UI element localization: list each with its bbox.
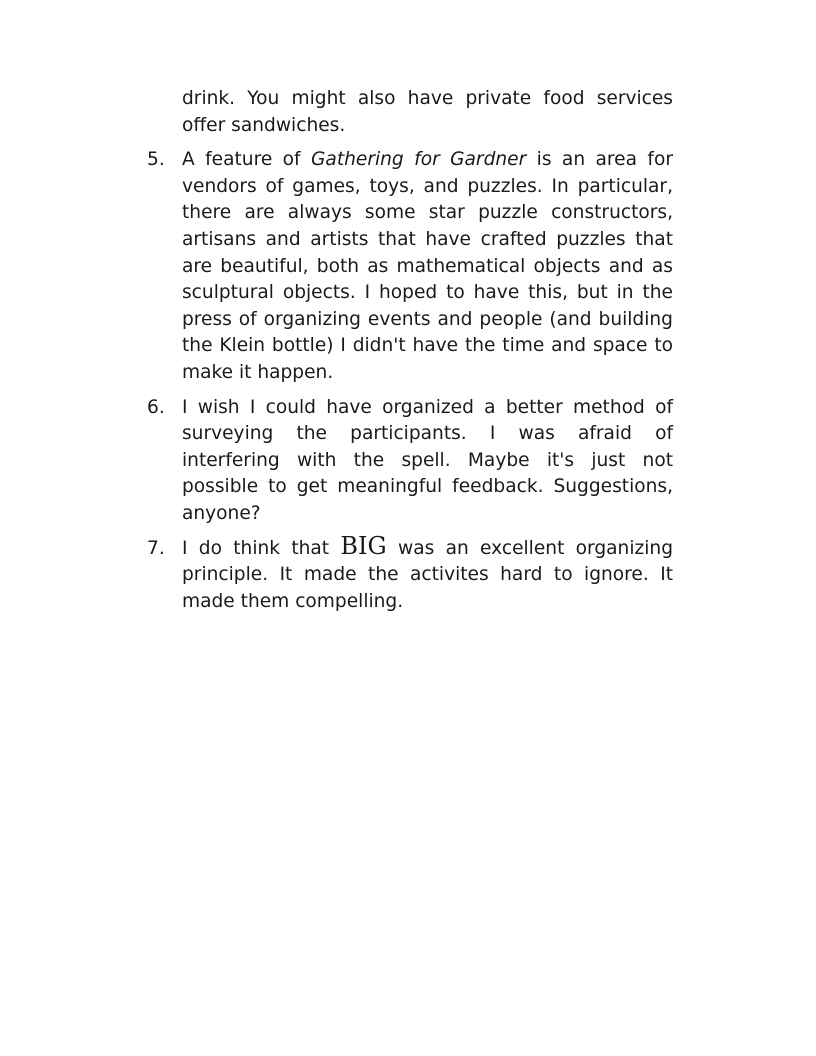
emphasized-title: Gathering for Gardner <box>311 149 527 171</box>
list-item-7 <box>147 531 674 616</box>
item-text-rest: is an area for vendors of games, toys, and puzzles. In particular, there are always some star puzzle constructors, artisans and artists that have crafted puzzles that are beautiful, both as mathematical objects and as sculptural objects. I hoped to have this, but in the press of organizing events and people (and building the Klein bottle) I didn't have the time and space to make it happen. <box>182 149 673 383</box>
item-text: I wish I could have organized a better method of surveying the participants. I was afraid of interfering with the spell. Maybe it's just not possible to get meaningful feedback. Suggestions, anyone? <box>182 396 673 524</box>
item-text-rest: was an excellent organizing principle. It made the activites hard to ignore. It made them compelling. <box>182 537 674 612</box>
item-text-start: I do think that <box>182 537 341 559</box>
list-item-5 <box>147 147 673 386</box>
big-word: BIG <box>340 531 387 560</box>
list-item-6 <box>147 395 673 528</box>
list-number: 5. <box>147 149 165 171</box>
list-number: 7. <box>147 537 165 559</box>
document-page <box>147 86 673 615</box>
list-number: 6. <box>147 396 165 418</box>
continued-paragraph: drink. You might also have private food services offer sandwiches. <box>182 88 673 136</box>
item-text-start: A feature of <box>182 149 312 171</box>
